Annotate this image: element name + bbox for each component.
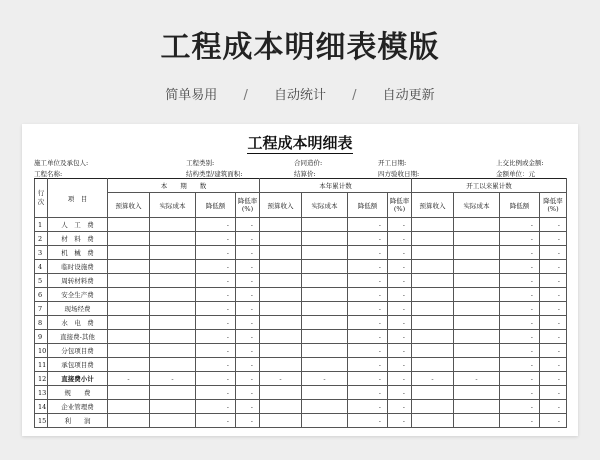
reduction-rate-cell[interactable]: - — [388, 246, 412, 260]
budget-income-cell[interactable] — [108, 218, 150, 232]
reduction-cell[interactable]: - — [500, 302, 540, 316]
reduction-rate-cell[interactable]: - — [236, 288, 260, 302]
meta-unit: 金额单位：元 — [496, 170, 535, 178]
actual-cost-cell[interactable] — [150, 218, 196, 232]
actual-cost-cell[interactable] — [302, 316, 348, 330]
budget-income-cell[interactable] — [108, 288, 150, 302]
actual-cost-cell[interactable] — [150, 400, 196, 414]
budget-income-cell[interactable] — [412, 358, 454, 372]
header-reduction-rate: 降低率(%) — [388, 193, 412, 218]
reduction-rate-cell[interactable]: - — [236, 372, 260, 386]
header-actual-cost: 实际成本 — [454, 193, 500, 218]
reduction-cell[interactable]: - — [348, 386, 388, 400]
reduction-cell[interactable]: - — [500, 288, 540, 302]
reduction-cell[interactable]: - — [196, 414, 236, 428]
row-number-cell[interactable]: 13 — [35, 386, 48, 400]
reduction-cell[interactable]: - — [348, 330, 388, 344]
table-row — [35, 414, 567, 428]
row-item-cell[interactable]: 材 料 费 — [48, 232, 108, 246]
sheet-title: 工程成本明细表 — [247, 134, 353, 152]
row-number-cell[interactable]: 1 — [35, 218, 48, 232]
meta-accept-date: 四方验收日期: — [378, 170, 420, 178]
budget-income-cell[interactable] — [412, 218, 454, 232]
reduction-rate-cell[interactable]: - — [388, 302, 412, 316]
header-item: 项 目 — [48, 179, 108, 218]
table-row — [35, 400, 567, 414]
reduction-rate-cell[interactable]: - — [388, 316, 412, 330]
header-budget-income: 预算收入 — [260, 193, 302, 218]
budget-income-cell[interactable] — [260, 232, 302, 246]
meta-settlement: 结算价: — [294, 170, 316, 178]
actual-cost-cell[interactable] — [150, 288, 196, 302]
budget-income-cell[interactable] — [412, 274, 454, 288]
feature-tags — [0, 84, 600, 103]
reduction-rate-cell[interactable]: - — [236, 246, 260, 260]
actual-cost-cell[interactable]: - — [302, 372, 348, 386]
reduction-rate-cell[interactable]: - — [540, 344, 567, 358]
actual-cost-cell[interactable] — [454, 330, 500, 344]
actual-cost-cell[interactable] — [302, 400, 348, 414]
table-row — [35, 330, 567, 344]
header-row-no: 行次 — [35, 179, 48, 218]
budget-income-cell[interactable] — [412, 316, 454, 330]
reduction-rate-cell[interactable]: - — [540, 274, 567, 288]
reduction-cell[interactable]: - — [348, 400, 388, 414]
budget-income-cell[interactable] — [260, 386, 302, 400]
reduction-rate-cell[interactable]: - — [388, 288, 412, 302]
reduction-cell[interactable]: - — [196, 302, 236, 316]
budget-income-cell[interactable] — [260, 400, 302, 414]
reduction-cell[interactable]: - — [500, 218, 540, 232]
table-row — [35, 260, 567, 274]
table-row — [35, 246, 567, 260]
reduction-rate-cell[interactable]: - — [540, 260, 567, 274]
reduction-cell[interactable]: - — [196, 386, 236, 400]
reduction-rate-cell[interactable]: - — [540, 358, 567, 372]
actual-cost-cell[interactable] — [302, 386, 348, 400]
reduction-cell[interactable]: - — [500, 386, 540, 400]
reduction-rate-cell[interactable]: - — [236, 260, 260, 274]
actual-cost-cell[interactable] — [454, 344, 500, 358]
reduction-rate-cell[interactable]: - — [388, 372, 412, 386]
budget-income-cell[interactable] — [412, 344, 454, 358]
reduction-rate-cell[interactable]: - — [540, 372, 567, 386]
actual-cost-cell[interactable] — [302, 302, 348, 316]
table-row — [35, 344, 567, 358]
reduction-cell[interactable]: - — [348, 260, 388, 274]
budget-income-cell[interactable] — [260, 358, 302, 372]
tag-separator: / — [352, 88, 357, 103]
reduction-rate-cell[interactable]: - — [388, 344, 412, 358]
reduction-rate-cell[interactable]: - — [540, 232, 567, 246]
table-body — [35, 218, 567, 428]
budget-income-cell[interactable] — [108, 274, 150, 288]
tag-separator: / — [243, 88, 248, 103]
page-title: 工程成本明细表模版 — [160, 30, 440, 65]
budget-income-cell[interactable] — [260, 218, 302, 232]
budget-income-cell[interactable] — [260, 246, 302, 260]
header-actual-cost: 实际成本 — [150, 193, 196, 218]
reduction-rate-cell[interactable]: - — [388, 330, 412, 344]
reduction-rate-cell[interactable]: - — [236, 316, 260, 330]
actual-cost-cell[interactable] — [454, 316, 500, 330]
actual-cost-cell[interactable] — [150, 274, 196, 288]
row-number-cell[interactable]: 11 — [35, 358, 48, 372]
row-item-cell[interactable]: 人 工 费 — [48, 218, 108, 232]
row-item-cell[interactable]: 机 械 费 — [48, 246, 108, 260]
table-row — [35, 316, 567, 330]
meta-project-name: 工程名称: — [34, 170, 63, 178]
reduction-rate-cell[interactable]: - — [388, 386, 412, 400]
meta-submit-ratio: 上交比例或金额: — [496, 159, 544, 167]
header-reduction: 降低额 — [348, 193, 388, 218]
meta-structure: 结构类型/建筑面积: — [186, 170, 243, 178]
budget-income-cell[interactable] — [108, 316, 150, 330]
row-number-cell[interactable]: 15 — [35, 414, 48, 428]
reduction-cell[interactable]: - — [500, 414, 540, 428]
row-item-cell[interactable]: 规 费 — [48, 386, 108, 400]
reduction-rate-cell[interactable]: - — [388, 232, 412, 246]
row-number-cell[interactable]: 6 — [35, 288, 48, 302]
budget-income-cell[interactable] — [260, 288, 302, 302]
actual-cost-cell[interactable] — [150, 386, 196, 400]
actual-cost-cell[interactable] — [302, 330, 348, 344]
reduction-cell[interactable]: - — [500, 260, 540, 274]
row-item-cell[interactable]: 周转材料费 — [48, 274, 108, 288]
actual-cost-cell[interactable] — [454, 288, 500, 302]
row-number-cell[interactable]: 7 — [35, 302, 48, 316]
actual-cost-cell[interactable] — [302, 358, 348, 372]
reduction-rate-cell[interactable]: - — [236, 330, 260, 344]
reduction-rate-cell[interactable]: - — [540, 218, 567, 232]
budget-income-cell[interactable] — [412, 232, 454, 246]
reduction-cell[interactable]: - — [196, 260, 236, 274]
budget-income-cell[interactable] — [108, 260, 150, 274]
reduction-rate-cell[interactable]: - — [236, 358, 260, 372]
actual-cost-cell[interactable] — [302, 246, 348, 260]
reduction-rate-cell[interactable]: - — [236, 344, 260, 358]
reduction-rate-cell[interactable]: - — [236, 218, 260, 232]
reduction-rate-cell[interactable]: - — [388, 414, 412, 428]
reduction-rate-cell[interactable]: - — [388, 218, 412, 232]
reduction-cell[interactable]: - — [348, 218, 388, 232]
row-item-cell[interactable]: 水 电 费 — [48, 316, 108, 330]
budget-income-cell[interactable]: - — [108, 372, 150, 386]
reduction-cell[interactable]: - — [348, 232, 388, 246]
actual-cost-cell[interactable] — [150, 358, 196, 372]
budget-income-cell[interactable] — [260, 302, 302, 316]
reduction-rate-cell[interactable]: - — [540, 400, 567, 414]
budget-income-cell[interactable] — [412, 302, 454, 316]
reduction-cell[interactable]: - — [500, 316, 540, 330]
reduction-rate-cell[interactable]: - — [388, 260, 412, 274]
header-group-since: 开工以来累计数 — [412, 179, 567, 193]
row-number-cell[interactable]: 8 — [35, 316, 48, 330]
row-number-cell[interactable]: 14 — [35, 400, 48, 414]
reduction-rate-cell[interactable]: - — [540, 330, 567, 344]
reduction-cell[interactable]: - — [196, 330, 236, 344]
actual-cost-cell[interactable] — [454, 386, 500, 400]
reduction-cell[interactable]: - — [196, 288, 236, 302]
reduction-rate-cell[interactable]: - — [540, 414, 567, 428]
reduction-cell[interactable]: - — [500, 246, 540, 260]
budget-income-cell[interactable] — [412, 288, 454, 302]
row-item-cell[interactable]: 安全生产费 — [48, 288, 108, 302]
budget-income-cell[interactable] — [260, 330, 302, 344]
reduction-rate-cell[interactable]: - — [236, 400, 260, 414]
budget-income-cell[interactable] — [108, 344, 150, 358]
reduction-cell[interactable]: - — [348, 302, 388, 316]
row-item-cell[interactable]: 分包项目费 — [48, 344, 108, 358]
row-item-cell[interactable]: 企业管理费 — [48, 400, 108, 414]
budget-income-cell[interactable] — [108, 232, 150, 246]
actual-cost-cell[interactable] — [302, 414, 348, 428]
actual-cost-cell[interactable]: - — [454, 372, 500, 386]
budget-income-cell[interactable] — [108, 302, 150, 316]
reduction-cell[interactable]: - — [500, 344, 540, 358]
actual-cost-cell[interactable] — [302, 274, 348, 288]
actual-cost-cell[interactable] — [150, 316, 196, 330]
budget-income-cell[interactable] — [108, 414, 150, 428]
reduction-rate-cell[interactable]: - — [236, 386, 260, 400]
reduction-cell[interactable]: - — [500, 274, 540, 288]
row-item-cell[interactable]: 现场经费 — [48, 302, 108, 316]
budget-income-cell[interactable] — [412, 386, 454, 400]
meta-builder: 施工单位及承包人: — [34, 159, 89, 167]
reduction-cell[interactable]: - — [348, 274, 388, 288]
table-row — [35, 218, 567, 232]
actual-cost-cell[interactable] — [150, 246, 196, 260]
reduction-rate-cell[interactable]: - — [236, 232, 260, 246]
budget-income-cell[interactable] — [260, 414, 302, 428]
reduction-cell[interactable]: - — [196, 358, 236, 372]
header-reduction: 降低额 — [196, 193, 236, 218]
reduction-rate-cell[interactable]: - — [388, 274, 412, 288]
actual-cost-cell[interactable] — [150, 330, 196, 344]
budget-income-cell[interactable] — [260, 260, 302, 274]
budget-income-cell[interactable] — [412, 330, 454, 344]
actual-cost-cell[interactable] — [454, 260, 500, 274]
header-reduction: 降低额 — [500, 193, 540, 218]
row-number-cell[interactable]: 3 — [35, 246, 48, 260]
table-row — [35, 372, 567, 386]
budget-income-cell[interactable] — [108, 246, 150, 260]
actual-cost-cell[interactable] — [454, 400, 500, 414]
actual-cost-cell[interactable] — [454, 218, 500, 232]
actual-cost-cell[interactable] — [454, 246, 500, 260]
actual-cost-cell[interactable] — [454, 274, 500, 288]
reduction-cell[interactable]: - — [348, 372, 388, 386]
actual-cost-cell[interactable] — [150, 344, 196, 358]
meta-project-type: 工程类别: — [186, 159, 215, 167]
row-number-cell[interactable]: 10 — [35, 344, 48, 358]
actual-cost-cell[interactable] — [302, 344, 348, 358]
table-row — [35, 302, 567, 316]
budget-income-cell[interactable] — [412, 414, 454, 428]
header-budget-income: 预算收入 — [108, 193, 150, 218]
reduction-cell[interactable]: - — [500, 330, 540, 344]
actual-cost-cell[interactable] — [302, 288, 348, 302]
row-item-cell[interactable]: 临时设施费 — [48, 260, 108, 274]
spreadsheet-preview — [22, 124, 578, 436]
actual-cost-cell[interactable] — [150, 260, 196, 274]
reduction-rate-cell[interactable]: - — [540, 246, 567, 260]
table-row — [35, 274, 567, 288]
reduction-cell[interactable]: - — [196, 246, 236, 260]
reduction-rate-cell[interactable]: - — [388, 358, 412, 372]
budget-income-cell[interactable] — [412, 246, 454, 260]
reduction-cell[interactable]: - — [196, 372, 236, 386]
reduction-rate-cell[interactable]: - — [540, 316, 567, 330]
reduction-cell[interactable]: - — [500, 358, 540, 372]
cost-detail-table — [34, 178, 567, 428]
header-actual-cost: 实际成本 — [302, 193, 348, 218]
meta-start-date: 开工日期: — [378, 159, 407, 167]
reduction-cell[interactable]: - — [500, 400, 540, 414]
reduction-cell[interactable]: - — [348, 414, 388, 428]
reduction-rate-cell[interactable]: - — [540, 386, 567, 400]
row-number-cell[interactable]: 5 — [35, 274, 48, 288]
tag-auto-stat: 自动统计 — [273, 88, 326, 103]
row-item-cell[interactable]: 直接费小计 — [48, 372, 108, 386]
actual-cost-cell[interactable] — [454, 232, 500, 246]
actual-cost-cell[interactable] — [454, 302, 500, 316]
table-row — [35, 386, 567, 400]
reduction-cell[interactable]: - — [348, 344, 388, 358]
reduction-cell[interactable]: - — [348, 288, 388, 302]
row-item-cell[interactable]: 直接费-其他 — [48, 330, 108, 344]
budget-income-cell[interactable]: - — [260, 372, 302, 386]
budget-income-cell[interactable] — [260, 344, 302, 358]
header-budget-income: 预算收入 — [412, 193, 454, 218]
table-row — [35, 232, 567, 246]
reduction-cell[interactable]: - — [196, 344, 236, 358]
reduction-cell[interactable]: - — [500, 232, 540, 246]
header-reduction-rate: 降低率(%) — [236, 193, 260, 218]
row-number-cell[interactable]: 4 — [35, 260, 48, 274]
reduction-cell[interactable]: - — [196, 274, 236, 288]
actual-cost-cell[interactable] — [150, 414, 196, 428]
header-group-current: 本 期 数 — [108, 179, 260, 193]
reduction-rate-cell[interactable]: - — [388, 400, 412, 414]
table-row — [35, 358, 567, 372]
reduction-cell[interactable]: - — [348, 358, 388, 372]
reduction-cell[interactable]: - — [196, 400, 236, 414]
budget-income-cell[interactable] — [108, 330, 150, 344]
budget-income-cell[interactable]: - — [412, 372, 454, 386]
tag-easy: 简单易用 — [165, 88, 218, 103]
actual-cost-cell[interactable] — [302, 218, 348, 232]
actual-cost-cell[interactable]: - — [150, 372, 196, 386]
reduction-cell[interactable]: - — [196, 232, 236, 246]
budget-income-cell[interactable] — [412, 400, 454, 414]
actual-cost-cell[interactable] — [302, 260, 348, 274]
actual-cost-cell[interactable] — [454, 358, 500, 372]
reduction-cell[interactable]: - — [348, 246, 388, 260]
budget-income-cell[interactable] — [412, 260, 454, 274]
table-row — [35, 288, 567, 302]
tag-auto-update: 自动更新 — [382, 88, 435, 103]
reduction-cell[interactable]: - — [196, 316, 236, 330]
row-number-cell[interactable]: 12 — [35, 372, 48, 386]
budget-income-cell[interactable] — [108, 400, 150, 414]
reduction-rate-cell[interactable]: - — [236, 414, 260, 428]
reduction-rate-cell[interactable]: - — [236, 302, 260, 316]
row-number-cell[interactable]: 2 — [35, 232, 48, 246]
row-item-cell[interactable]: 承包项目费 — [48, 358, 108, 372]
budget-income-cell[interactable] — [260, 274, 302, 288]
meta-contract-price: 合同造价: — [294, 159, 323, 167]
budget-income-cell[interactable] — [260, 316, 302, 330]
reduction-cell[interactable]: - — [500, 372, 540, 386]
budget-income-cell[interactable] — [108, 358, 150, 372]
header-reduction-rate: 降低率(%) — [540, 193, 567, 218]
row-number-cell[interactable]: 9 — [35, 330, 48, 344]
reduction-cell[interactable]: - — [196, 218, 236, 232]
actual-cost-cell[interactable] — [150, 232, 196, 246]
reduction-rate-cell[interactable]: - — [540, 288, 567, 302]
header-group-year: 本年累计数 — [260, 179, 412, 193]
reduction-cell[interactable]: - — [348, 316, 388, 330]
reduction-rate-cell[interactable]: - — [236, 274, 260, 288]
row-item-cell[interactable]: 利 润 — [48, 414, 108, 428]
reduction-rate-cell[interactable]: - — [540, 302, 567, 316]
actual-cost-cell[interactable] — [150, 302, 196, 316]
actual-cost-cell[interactable] — [302, 232, 348, 246]
budget-income-cell[interactable] — [108, 386, 150, 400]
actual-cost-cell[interactable] — [454, 414, 500, 428]
